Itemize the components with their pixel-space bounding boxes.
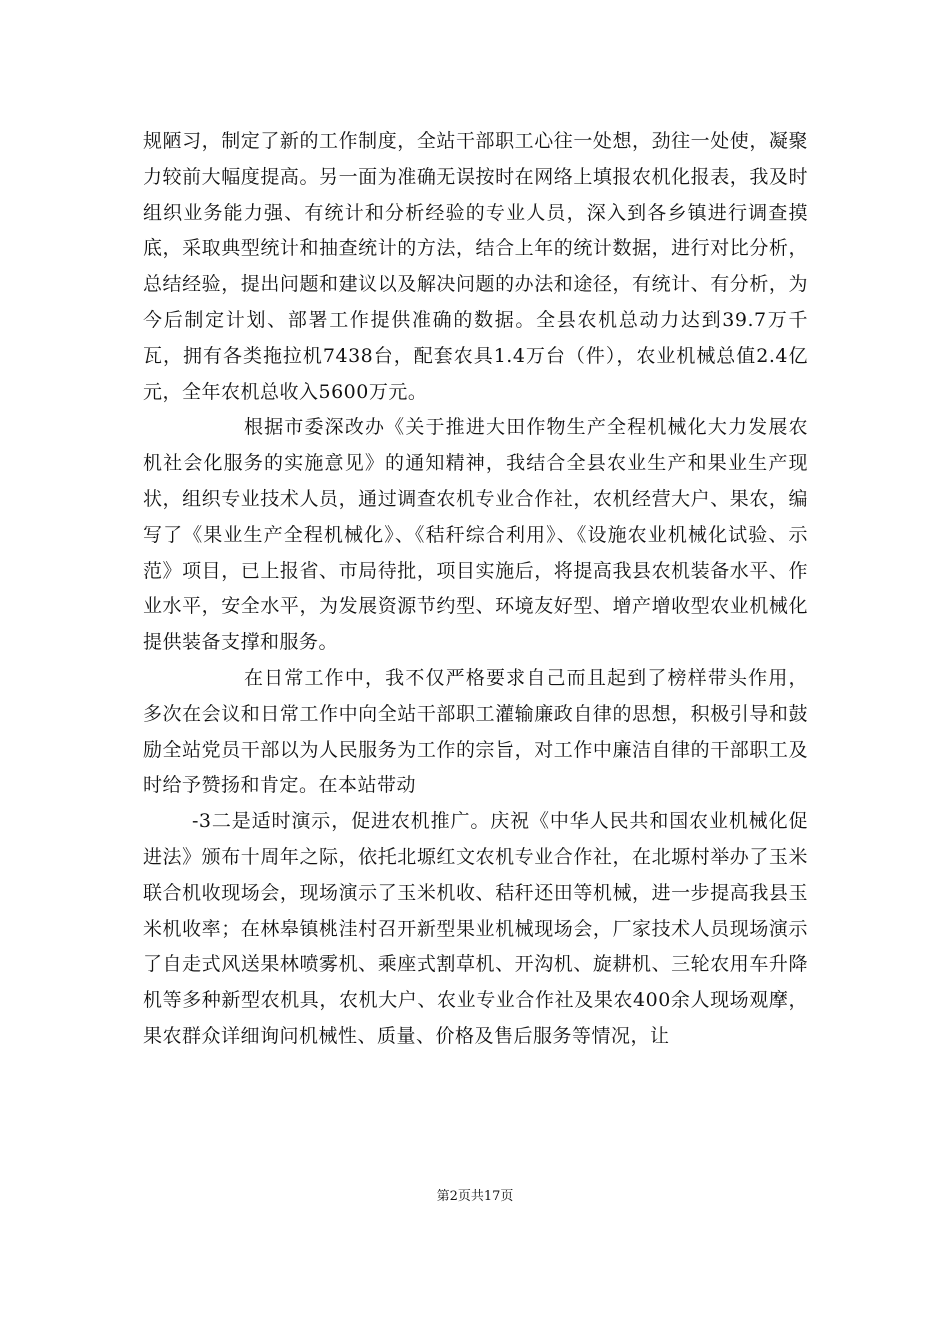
paragraph-demonstration: -3二是适时演示，促进农机推广。庆祝《中华人民共和国农业机械化促进法》颁布十周年之际，依托北塬红文农机专业合作社，在北塬村举办了玉米联合机收现场会，现场演示了玉米机收、秸秆还田等机械，进一步提高我县玉米机收率；在林皋镇桃洼村召开新型果业机械现场会，厂家技术人员现场演示了自走式风送果林喷雾机、乘座式割草机、开沟机、旋耕机、三轮农用车升降机等多种新型农机具，农机大户、农业专业合作社及果农400余人现场观摩，果农群众详细询问机械性、质量、价格及售后服务等情况，让: [143, 810, 808, 1047]
paragraph-projects: 根据市委深改办《关于推进大田作物生产全程机械化大力发展农机社会化服务的实施意见》的通知精神，我结合全县农业生产和果业生产现状，组织专业技术人员，通过调查农机专业合作社，农机经营大户、果农，编写了《果业生产全程机械化》、《秸秆综合利用》、《设施农业机械化试验、示范》项目，已上报省、市局待批，项目实施后，将提高我县农机装备水平、作业水平，安全水平，为发展资源节约型、环境友好型、增产增收型农业机械化提供装备支撑和服务。: [143, 416, 808, 654]
document-body: [143, 124, 808, 1055]
paragraph-statistics: 规陋习，制定了新的工作制度，全站干部职工心往一处想，劲往一处使，凝聚力较前大幅度提高。另一面为准确无误按时在网络上填报农机化报表，我及时组织业务能力强、有统计和分析经验的专业人员，深入到各乡镇进行调查摸底，采取典型统计和抽查统计的方法，结合上年的统计数据，进行对比分析，总结经验，提出问题和建议以及解决问题的办法和途径，有统计、有分析，为今后制定计划、部署工作提供准确的数据。全县农机总动力达到39.7万千瓦，拥有各类拖拉机7438台，配套农具1.4万台（件），农业机械总值2.4亿元，全年农机总收入5600万元。: [143, 130, 808, 403]
paragraph-integrity: 在日常工作中，我不仅严格要求自己而且起到了榜样带头作用，多次在会议和日常工作中向全站干部职工灌输廉政自律的思想，积极引导和鼓励全站党员干部以为人民服务为工作的宗旨，对工作中廉洁自律的干部职工及时给予赞扬和肯定。在本站带动: [143, 666, 808, 797]
page-number-footer: 第2页共17页: [436, 1189, 514, 1204]
